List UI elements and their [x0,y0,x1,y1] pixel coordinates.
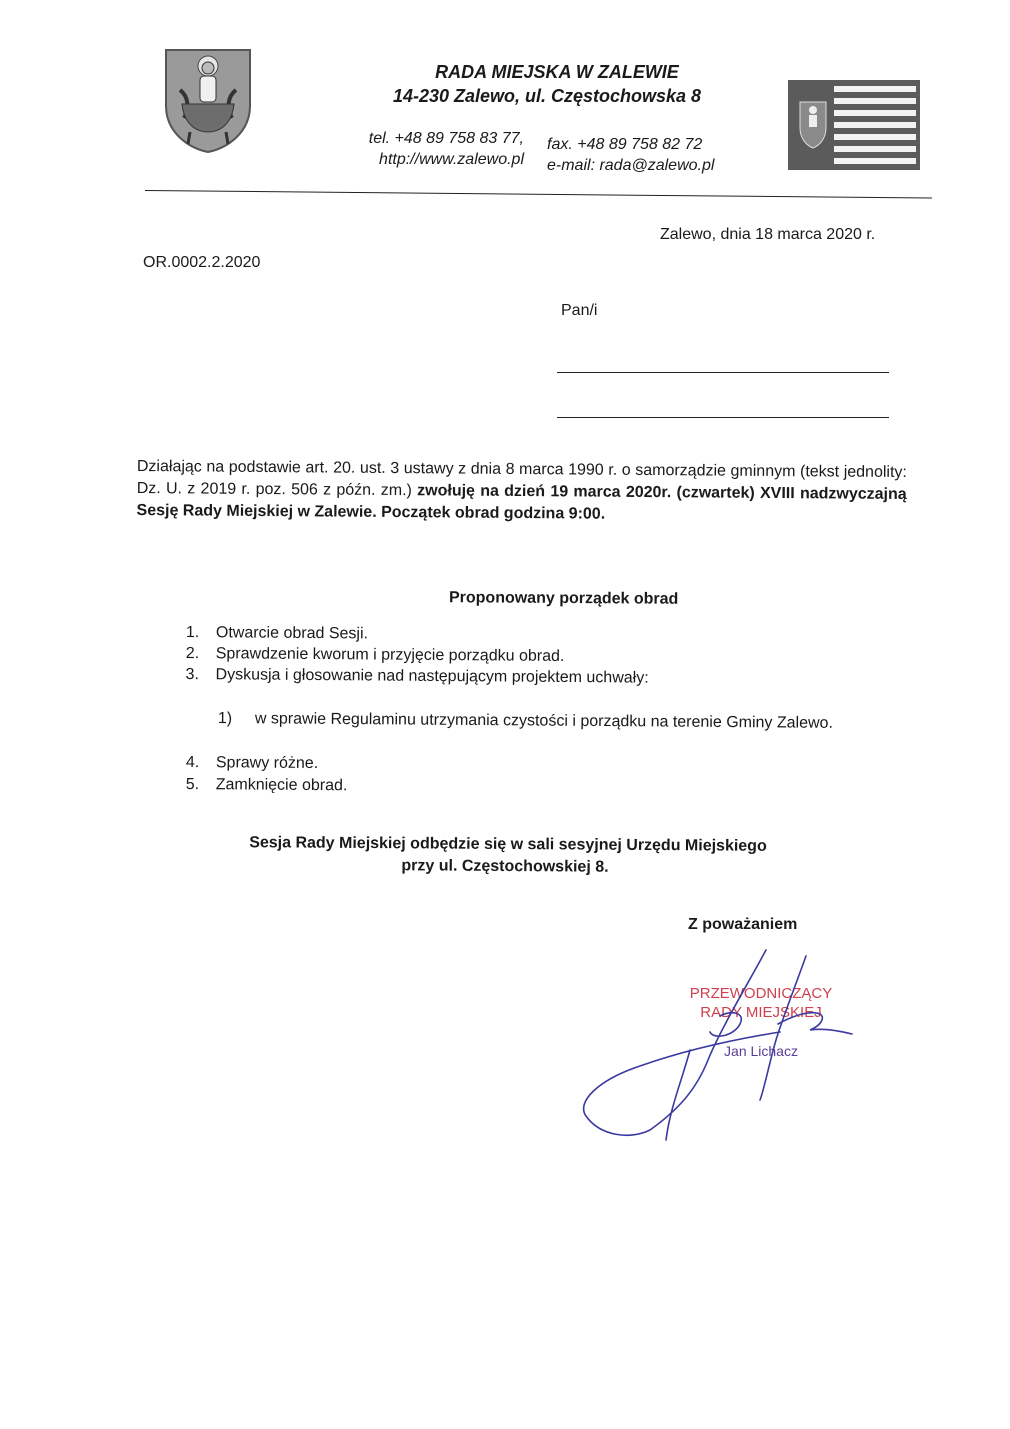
contact-right [547,134,714,176]
contact-left [336,128,524,170]
venue-line-2: przy ul. Częstochowskiej 8. [401,857,609,876]
agenda-item: 4. Sprawy różne. [185,753,319,773]
flag-icon [788,80,920,170]
fax-number: fax. +48 89 758 82 72 [547,136,703,153]
legal-basis-text: Działając na podstawie art. 20. ust. 3 ustawy z dnia 8 marca 1990 r. o samorządzie gminnym (tekst jednolity: Dz. U. z 2019 r. poz. 506 z późn. zm.) [136,457,907,500]
agenda-item: 3. Dyskusja i głosowanie nad następującym projektem uchwały: [185,665,649,687]
org-name: RADA MIEJSKA W ZALEWIE [435,62,679,82]
signature-image [570,940,860,1150]
phone-number: tel. +48 89 758 83 77, [368,130,524,147]
session-announcement: zwołuję na dzień 19 marca 2020r. (czwartek) XVIII nadzwyczajną Sesję Rady Miejskiej w Zalewie. Początek obrad godzina 9:00. [136,482,907,523]
recipient-line-2 [557,417,889,418]
agenda-list-continued [186,752,348,797]
agenda-title: Proponowany porządek obrad [448,589,679,608]
body-paragraph [136,456,906,528]
regards-text: Z poważaniem [688,916,798,933]
stamp-title: PRZEWODNICZĄCY [689,985,833,1002]
org-address: 14-230 Zalewo, ul. Częstochowska 8 [392,86,702,106]
recipient-line-1 [557,372,889,373]
stamp-name: Jan Lichacz [724,1043,798,1059]
agenda-item: 1. Otwarcie obrad Sesji. [185,623,369,643]
agenda-subitem: 1) w sprawie Regulaminu utrzymania czystości i porządku na terenie Gminy Zalewo. [217,710,833,732]
agenda-item: 5. Zamknięcie obrad. [185,775,348,795]
agenda-list [186,622,650,689]
email-link[interactable]: e-mail: rada@zalewo.pl [547,157,715,174]
reference-number: OR.0002.2.2020 [143,254,261,271]
recipient-salutation: Pan/i [561,302,598,319]
venue-line-1: Sesja Rady Miejskiej odbędzie się w sali sesyjnej Urzędu Miejskiego [249,834,767,855]
letter-date: Zalewo, dnia 18 marca 2020 r. [660,226,876,243]
website-link[interactable]: http://www.zalewo.pl [379,151,524,168]
header-divider [145,190,932,199]
stamp-subtitle: RADY MIEJSKIEJ [700,1004,822,1021]
agenda-item: 2. Sprawdzenie kworum i przyjęcie porządku obrad. [185,644,565,665]
